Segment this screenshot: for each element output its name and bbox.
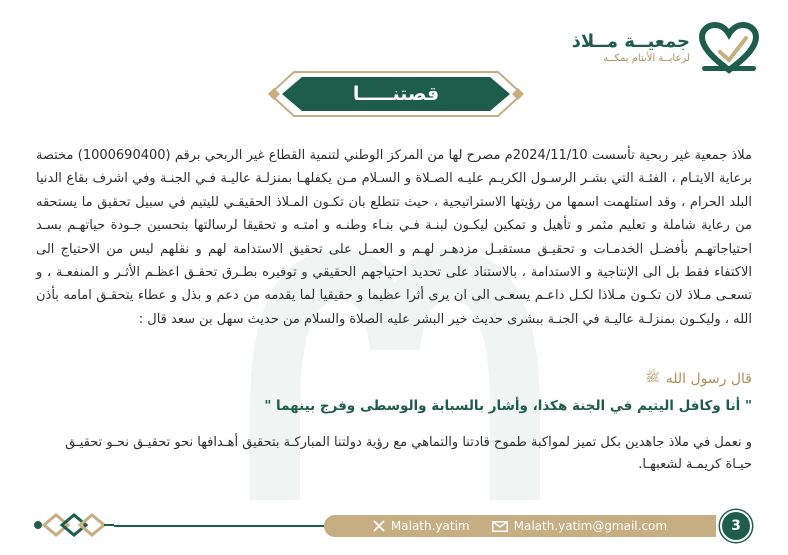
page-title: قصتنـــــا [352,83,440,105]
twitter-handle: Malath.yatim [390,519,470,533]
hadith-intro [36,370,752,387]
heart-logo-icon [698,22,760,74]
association-logo [550,20,760,76]
about-paragraph: ملاذ جمعية غير ربحية تأسست 2024/11/10م مصرح لها من المركز الوطني لتنمية القطاع غير الربحي برقم (1000690400) مختصة برعاية الايتـام ، الفئـة التي بشـر الرسـول الكريـم عليـه الصـلاة و السـلام مـن يكفلهـا بمنزلـة عاليـة فـي الجنـة وفي اشرف بقاع الدنيا البلد الحرام ، وقد استلهمت اسمها من رؤيتها الاستراتيجية ، حيث تتطلع بان تكـون المـلاذ الحقيقـي لليتيم في سبيل تحقيق ما يستحقه من رعاية شاملة و تعليم مثمر و تأهيل و تمكين ليكـون لبنـة فـي بنـاء وطنـه و امتـه و تحقيقا لرسالتها بتحسين جـودة حياتهـم بسـد احتياجاتهـم بأفضـل الخدمـات و تحقيـق مستقبـل مزدهـر لهـم و العمـل على تحقيق الاستدامة لهم و نقلهم ليس من الاحتياج الى الاكتفاء فقط بل الى الإنتاجية و الاستدامة ، بالاستناد على تحديد احتياجهم الحقيقي و توفيره بطـرق تحقـق اعظـم الأثـر و المنفعـة ، و تسعـى مـلاذ لان تكـون مـلاذا لكـل داعـم يسعـى الى ان يرى أثرا عظيما و حقيقيا لما يقدمه من دعم و بذل و عطاء يتحقـق امامه بأذن الله ، وليكـون بمنزلـة عاليـة في الجنـة ببشرى حديث خير البشر عليه الصلاة والسلام من حديث سهل بن سعد قال : [36,148,752,327]
section-title-banner [264,66,528,122]
email-contact[interactable] [492,519,667,533]
pbuh-glyph: ﷺ [645,370,660,384]
email-address: Malath.yatim@gmail.com [513,519,668,533]
footer-divider [114,525,324,527]
envelope-icon [492,521,508,532]
x-twitter-icon [373,520,385,532]
page-number-badge: 3 [720,510,752,542]
closing-paragraph: و نعمل في ملاذ جاهدين بكل تميز لمواكبة طموح قادتنا والتماهي مع رؤية دولتنا المباركـة بتحقيق أهـدافها نحو تحقيـق نحـو تحقيـق حيـاة كريمـة لشعبهـا. [65,435,752,472]
footer-ornament-icon [32,512,114,538]
logo-name: جمعيــة مــلاذ [571,30,690,52]
hadith-quote: " أنا وكافل اليتيم في الجنة هكذا، وأشار بالسبابة والوسطى وفرج بينهما " [264,398,752,414]
footer-contact-bar [324,515,716,537]
twitter-contact[interactable] [373,519,470,533]
hadith-intro-label: قال رسول الله [665,370,752,387]
logo-subtitle: لرعايــة الأيتام بمكــه [603,53,690,65]
